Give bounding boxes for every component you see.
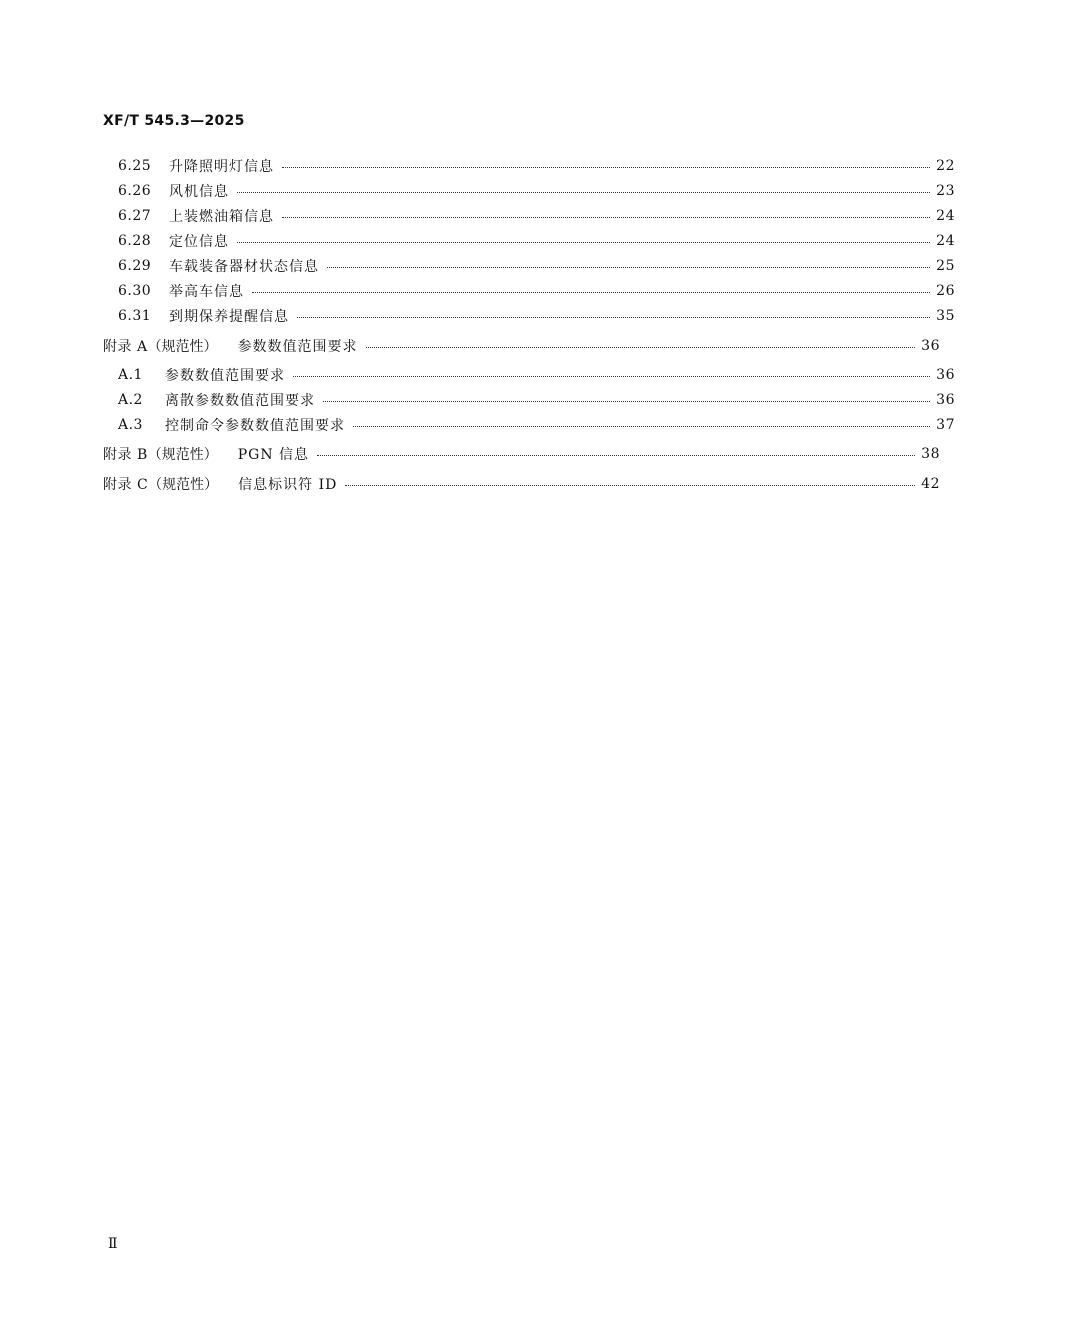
toc-number: A.1 xyxy=(118,367,143,383)
toc-number: 附录 A xyxy=(103,339,148,355)
toc-title: 参数数值范围要求 xyxy=(165,368,285,384)
toc-note: （规范性） xyxy=(147,339,218,355)
document-code: XF/T 545.3—2025 xyxy=(103,113,245,129)
toc-page: 36 xyxy=(936,392,955,408)
toc-title: 升降照明灯信息 xyxy=(169,159,274,175)
toc-title: 离散参数数值范围要求 xyxy=(165,393,315,409)
leader-dots xyxy=(252,292,930,293)
toc-number: 6.27 xyxy=(118,208,152,224)
toc-page: 37 xyxy=(936,417,955,433)
toc-number: 6.31 xyxy=(118,308,152,324)
leader-dots xyxy=(366,347,916,348)
toc-page: 36 xyxy=(921,338,940,354)
toc-page: 22 xyxy=(936,158,955,174)
leader-dots xyxy=(297,317,930,318)
leader-dots xyxy=(237,192,930,193)
leader-dots xyxy=(282,217,930,218)
toc-title: 参数数值范围要求 xyxy=(237,339,358,355)
toc-title: 风机信息 xyxy=(169,184,229,200)
toc-note: （规范性） xyxy=(148,477,219,493)
leader-dots xyxy=(353,426,930,427)
leader-dots xyxy=(317,455,915,456)
toc-page: 23 xyxy=(936,183,955,199)
toc-page: 36 xyxy=(936,367,955,383)
toc-title: 控制命令参数数值范围要求 xyxy=(165,418,345,434)
toc-title: 到期保养提醒信息 xyxy=(169,309,289,325)
toc-entry-a-1[interactable] xyxy=(0,365,1068,385)
toc-entry-appendix-a[interactable] xyxy=(0,336,1053,356)
toc-entry-appendix-c[interactable] xyxy=(0,474,1053,494)
toc-entry-6-29[interactable] xyxy=(0,256,1068,276)
toc-page: 25 xyxy=(936,258,955,274)
toc-number: A.3 xyxy=(118,417,143,433)
toc-page: 24 xyxy=(936,208,955,224)
page-number: Ⅱ xyxy=(108,1236,118,1252)
toc-title: 上装燃油箱信息 xyxy=(169,209,274,225)
leader-dots xyxy=(345,485,915,486)
toc-entry-6-30[interactable] xyxy=(0,281,1068,301)
toc-entry-6-25[interactable] xyxy=(0,156,1068,176)
toc-entry-a-3[interactable] xyxy=(0,415,1068,435)
toc-entry-6-31[interactable] xyxy=(0,306,1068,326)
toc-title: 信息标识符 ID xyxy=(238,477,338,493)
toc-title: PGN 信息 xyxy=(237,447,310,463)
leader-dots xyxy=(323,401,930,402)
toc-number: 6.29 xyxy=(118,258,152,274)
toc-entry-6-26[interactable] xyxy=(0,181,1068,201)
toc-number: A.2 xyxy=(118,392,143,408)
toc-page: 35 xyxy=(936,308,955,324)
toc-page: 42 xyxy=(921,476,940,492)
toc-number: 6.26 xyxy=(118,183,152,199)
toc-entry-a-2[interactable] xyxy=(0,390,1068,410)
toc-page: 38 xyxy=(921,446,940,462)
toc-number: 6.30 xyxy=(118,283,152,299)
toc-entry-6-27[interactable] xyxy=(0,206,1068,226)
toc-entry-6-28[interactable] xyxy=(0,231,1068,251)
toc-title: 车载装备器材状态信息 xyxy=(169,259,319,275)
toc-number: 附录 C xyxy=(103,477,149,493)
leader-dots xyxy=(327,267,930,268)
toc-title: 举高车信息 xyxy=(169,284,244,300)
toc-number: 6.25 xyxy=(118,158,152,174)
leader-dots xyxy=(293,376,930,377)
toc-note: （规范性） xyxy=(147,447,218,463)
toc-page: 26 xyxy=(936,283,955,299)
leader-dots xyxy=(237,242,930,243)
toc-page: 24 xyxy=(936,233,955,249)
toc-entry-appendix-b[interactable] xyxy=(0,444,1053,464)
leader-dots xyxy=(282,167,930,168)
toc-number: 附录 B xyxy=(103,447,148,463)
toc-number: 6.28 xyxy=(118,233,152,249)
toc-title: 定位信息 xyxy=(169,234,229,250)
